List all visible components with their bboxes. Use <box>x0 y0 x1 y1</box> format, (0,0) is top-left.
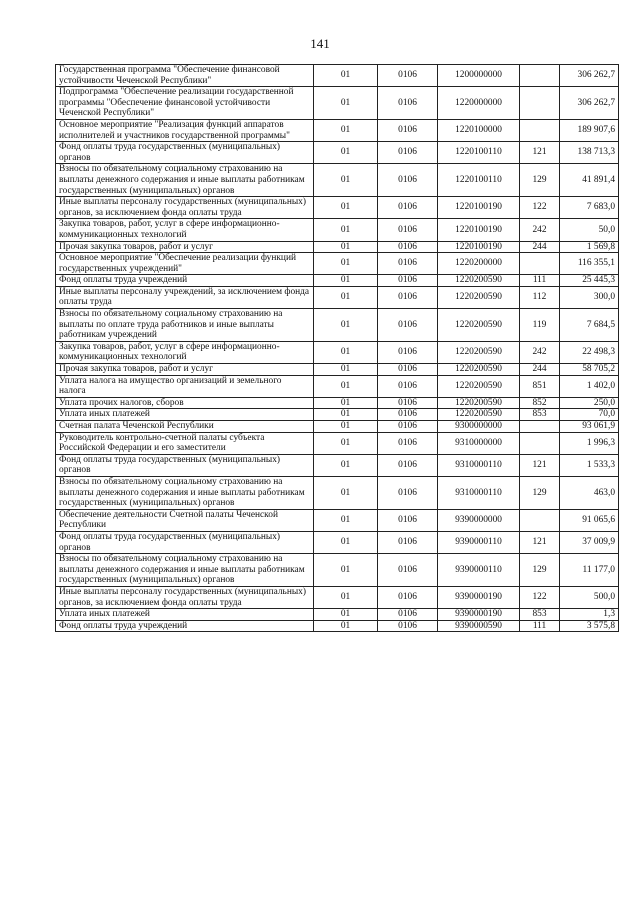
expense-type-code-cell: 244 <box>520 241 560 253</box>
amount-cell: 22 498,3 <box>560 341 619 363</box>
amount-cell: 306 262,7 <box>560 65 619 87</box>
amount-cell: 58 705,2 <box>560 364 619 376</box>
amount-cell: 50,0 <box>560 219 619 241</box>
expense-type-code-cell: 122 <box>520 586 560 608</box>
section-code-cell: 0106 <box>378 375 438 397</box>
target-article-code-cell: 1220100190 <box>438 219 520 241</box>
expense-name-cell: Уплата иных платежей <box>56 409 314 421</box>
target-article-code-cell: 1220200590 <box>438 275 520 287</box>
department-code-cell: 01 <box>314 286 378 308</box>
table-row <box>56 421 619 433</box>
target-article-code-cell: 9390000000 <box>438 509 520 531</box>
section-code-cell: 0106 <box>378 476 438 509</box>
expense-type-code-cell <box>520 253 560 275</box>
target-article-code-cell: 1220200590 <box>438 309 520 342</box>
target-article-code-cell: 9310000110 <box>438 476 520 509</box>
section-code-cell: 0106 <box>378 609 438 621</box>
expense-name-cell: Фонд оплаты труда учреждений <box>56 620 314 632</box>
section-code-cell: 0106 <box>378 421 438 433</box>
expense-type-code-cell <box>520 65 560 87</box>
amount-cell: 11 177,0 <box>560 554 619 587</box>
expense-name-cell: Взносы по обязательному социальному страхованию на выплаты по оплате труда работников и иные выплаты работникам учреждений <box>56 309 314 342</box>
target-article-code-cell: 1220200590 <box>438 286 520 308</box>
expense-type-code-cell: 851 <box>520 375 560 397</box>
department-code-cell: 01 <box>314 142 378 164</box>
expense-name-cell: Фонд оплаты труда государственных (муниципальных) органов <box>56 531 314 553</box>
amount-cell: 500,0 <box>560 586 619 608</box>
section-code-cell: 0106 <box>378 164 438 197</box>
expense-type-code-cell: 112 <box>520 286 560 308</box>
amount-cell: 41 891,4 <box>560 164 619 197</box>
expense-name-cell: Основное мероприятие "Реализация функций аппаратов исполнителей и участников государственной программы" <box>56 119 314 141</box>
expense-type-code-cell <box>520 421 560 433</box>
department-code-cell: 01 <box>314 375 378 397</box>
department-code-cell: 01 <box>314 586 378 608</box>
section-code-cell: 0106 <box>378 341 438 363</box>
expense-type-code-cell: 852 <box>520 397 560 409</box>
expense-type-code-cell: 129 <box>520 476 560 509</box>
table-row <box>56 119 619 141</box>
expense-type-code-cell: 121 <box>520 142 560 164</box>
expense-type-code-cell <box>520 119 560 141</box>
section-code-cell: 0106 <box>378 620 438 632</box>
department-code-cell: 01 <box>314 219 378 241</box>
table-row <box>56 253 619 275</box>
expense-name-cell: Фонд оплаты труда государственных (муниципальных) органов <box>56 454 314 476</box>
expense-type-code-cell <box>520 432 560 454</box>
department-code-cell: 01 <box>314 609 378 621</box>
expense-name-cell: Иные выплаты персоналу государственных (муниципальных) органов, за исключением фонда оплаты труда <box>56 586 314 608</box>
department-code-cell: 01 <box>314 341 378 363</box>
target-article-code-cell: 9390000190 <box>438 586 520 608</box>
department-code-cell: 01 <box>314 509 378 531</box>
amount-cell: 300,0 <box>560 286 619 308</box>
target-article-code-cell: 1220100110 <box>438 142 520 164</box>
amount-cell: 91 065,6 <box>560 509 619 531</box>
department-code-cell: 01 <box>314 454 378 476</box>
section-code-cell: 0106 <box>378 197 438 219</box>
expense-name-cell: Уплата прочих налогов, сборов <box>56 397 314 409</box>
section-code-cell: 0106 <box>378 531 438 553</box>
target-article-code-cell: 9390000590 <box>438 620 520 632</box>
amount-cell: 250,0 <box>560 397 619 409</box>
amount-cell: 25 445,3 <box>560 275 619 287</box>
expense-name-cell: Уплата налога на имущество организаций и земельного налога <box>56 375 314 397</box>
table-row <box>56 586 619 608</box>
expense-name-cell: Подпрограмма "Обеспечение реализации государственной программы "Обеспечение финансовой устойчивости Чеченской Республики" <box>56 87 314 120</box>
page-number: 141 <box>310 36 330 51</box>
table-row <box>56 375 619 397</box>
expense-name-cell: Обеспечение деятельности Счетной палаты Чеченской Республики <box>56 509 314 531</box>
expense-name-cell: Прочая закупка товаров, работ и услуг <box>56 241 314 253</box>
section-code-cell: 0106 <box>378 87 438 120</box>
target-article-code-cell: 1220200590 <box>438 409 520 421</box>
amount-cell: 7 684,5 <box>560 309 619 342</box>
expense-name-cell: Основное мероприятие "Обеспечение реализации функций государственных учреждений" <box>56 253 314 275</box>
target-article-code-cell: 1220200590 <box>438 397 520 409</box>
expense-name-cell: Закупка товаров, работ, услуг в сфере информационно-коммуникационных технологий <box>56 219 314 241</box>
section-code-cell: 0106 <box>378 509 438 531</box>
expense-type-code-cell: 119 <box>520 309 560 342</box>
expense-name-cell: Руководитель контрольно-счетной палаты субъекта Российской Федерации и его заместители <box>56 432 314 454</box>
expense-name-cell: Государственная программа "Обеспечение финансовой устойчивости Чеченской Республики" <box>56 65 314 87</box>
target-article-code-cell: 1220200590 <box>438 364 520 376</box>
expense-type-code-cell: 121 <box>520 454 560 476</box>
expense-type-code-cell: 853 <box>520 609 560 621</box>
section-code-cell: 0106 <box>378 454 438 476</box>
amount-cell: 93 061,9 <box>560 421 619 433</box>
target-article-code-cell: 1220200590 <box>438 341 520 363</box>
expense-name-cell: Закупка товаров, работ, услуг в сфере информационно-коммуникационных технологий <box>56 341 314 363</box>
expense-name-cell: Фонд оплаты труда учреждений <box>56 275 314 287</box>
table-row <box>56 275 619 287</box>
department-code-cell: 01 <box>314 309 378 342</box>
target-article-code-cell: 1220100000 <box>438 119 520 141</box>
department-code-cell: 01 <box>314 87 378 120</box>
target-article-code-cell: 9310000000 <box>438 432 520 454</box>
table-row <box>56 364 619 376</box>
amount-cell: 37 009,9 <box>560 531 619 553</box>
expense-type-code-cell <box>520 87 560 120</box>
section-code-cell: 0106 <box>378 65 438 87</box>
table-row <box>56 309 619 342</box>
table-row <box>56 241 619 253</box>
department-code-cell: 01 <box>314 409 378 421</box>
section-code-cell: 0106 <box>378 219 438 241</box>
table-row <box>56 87 619 120</box>
expense-type-code-cell: 129 <box>520 164 560 197</box>
target-article-code-cell: 9310000110 <box>438 454 520 476</box>
table-row <box>56 197 619 219</box>
amount-cell: 116 355,1 <box>560 253 619 275</box>
expense-name-cell: Прочая закупка товаров, работ и услуг <box>56 364 314 376</box>
target-article-code-cell: 1220000000 <box>438 87 520 120</box>
section-code-cell: 0106 <box>378 432 438 454</box>
table-row <box>56 65 619 87</box>
expense-name-cell: Взносы по обязательному социальному страхованию на выплаты денежного содержания и иные выплаты работникам государственных (муниципальных) органов <box>56 476 314 509</box>
department-code-cell: 01 <box>314 253 378 275</box>
amount-cell: 70,0 <box>560 409 619 421</box>
table-row <box>56 620 619 632</box>
amount-cell: 7 683,0 <box>560 197 619 219</box>
department-code-cell: 01 <box>314 119 378 141</box>
section-code-cell: 0106 <box>378 397 438 409</box>
expense-type-code-cell: 122 <box>520 197 560 219</box>
target-article-code-cell: 9390000110 <box>438 531 520 553</box>
section-code-cell: 0106 <box>378 275 438 287</box>
amount-cell: 138 713,3 <box>560 142 619 164</box>
budget-table-body <box>56 65 619 632</box>
amount-cell: 1 569,8 <box>560 241 619 253</box>
amount-cell: 1,3 <box>560 609 619 621</box>
target-article-code-cell: 9300000000 <box>438 421 520 433</box>
amount-cell: 1 996,3 <box>560 432 619 454</box>
expense-type-code-cell: 244 <box>520 364 560 376</box>
table-row <box>56 219 619 241</box>
expense-name-cell: Иные выплаты персоналу государственных (муниципальных) органов, за исключением фонда оплаты труда <box>56 197 314 219</box>
department-code-cell: 01 <box>314 620 378 632</box>
section-code-cell: 0106 <box>378 142 438 164</box>
section-code-cell: 0106 <box>378 554 438 587</box>
target-article-code-cell: 1220200590 <box>438 375 520 397</box>
expense-type-code-cell: 242 <box>520 219 560 241</box>
target-article-code-cell: 1200000000 <box>438 65 520 87</box>
expense-type-code-cell <box>520 509 560 531</box>
expense-name-cell: Фонд оплаты труда государственных (муниципальных) органов <box>56 142 314 164</box>
expense-name-cell: Иные выплаты персоналу учреждений, за исключением фонда оплаты труда <box>56 286 314 308</box>
table-row <box>56 609 619 621</box>
department-code-cell: 01 <box>314 164 378 197</box>
table-row <box>56 397 619 409</box>
expense-name-cell: Взносы по обязательному социальному страхованию на выплаты денежного содержания и иные выплаты работникам государственных (муниципальных) органов <box>56 164 314 197</box>
department-code-cell: 01 <box>314 554 378 587</box>
expense-type-code-cell: 121 <box>520 531 560 553</box>
section-code-cell: 0106 <box>378 241 438 253</box>
section-code-cell: 0106 <box>378 309 438 342</box>
target-article-code-cell: 9390000110 <box>438 554 520 587</box>
expense-type-code-cell: 242 <box>520 341 560 363</box>
table-row <box>56 454 619 476</box>
department-code-cell: 01 <box>314 476 378 509</box>
amount-cell: 306 262,7 <box>560 87 619 120</box>
department-code-cell: 01 <box>314 275 378 287</box>
amount-cell: 1 533,3 <box>560 454 619 476</box>
table-row <box>56 142 619 164</box>
section-code-cell: 0106 <box>378 119 438 141</box>
amount-cell: 1 402,0 <box>560 375 619 397</box>
department-code-cell: 01 <box>314 197 378 219</box>
section-code-cell: 0106 <box>378 586 438 608</box>
table-row <box>56 531 619 553</box>
table-row <box>56 286 619 308</box>
target-article-code-cell: 1220100110 <box>438 164 520 197</box>
amount-cell: 189 907,6 <box>560 119 619 141</box>
department-code-cell: 01 <box>314 421 378 433</box>
table-row <box>56 554 619 587</box>
expense-type-code-cell: 129 <box>520 554 560 587</box>
section-code-cell: 0106 <box>378 253 438 275</box>
expense-type-code-cell: 111 <box>520 620 560 632</box>
department-code-cell: 01 <box>314 364 378 376</box>
target-article-code-cell: 1220100190 <box>438 197 520 219</box>
table-row <box>56 432 619 454</box>
table-row <box>56 509 619 531</box>
table-row <box>56 341 619 363</box>
department-code-cell: 01 <box>314 241 378 253</box>
expense-type-code-cell: 111 <box>520 275 560 287</box>
target-article-code-cell: 1220100190 <box>438 241 520 253</box>
amount-cell: 463,0 <box>560 476 619 509</box>
department-code-cell: 01 <box>314 432 378 454</box>
budget-table <box>55 64 619 632</box>
section-code-cell: 0106 <box>378 286 438 308</box>
expense-name-cell: Счетная палата Чеченской Республики <box>56 421 314 433</box>
section-code-cell: 0106 <box>378 364 438 376</box>
table-row <box>56 164 619 197</box>
department-code-cell: 01 <box>314 65 378 87</box>
department-code-cell: 01 <box>314 397 378 409</box>
expense-name-cell: Уплата иных платежей <box>56 609 314 621</box>
department-code-cell: 01 <box>314 531 378 553</box>
section-code-cell: 0106 <box>378 409 438 421</box>
expense-name-cell: Взносы по обязательному социальному страхованию на выплаты денежного содержания и иные выплаты работникам государственных (муниципальных) органов <box>56 554 314 587</box>
expense-type-code-cell: 853 <box>520 409 560 421</box>
target-article-code-cell: 1220200000 <box>438 253 520 275</box>
amount-cell: 3 575,8 <box>560 620 619 632</box>
target-article-code-cell: 9390000190 <box>438 609 520 621</box>
table-row <box>56 476 619 509</box>
table-row <box>56 409 619 421</box>
